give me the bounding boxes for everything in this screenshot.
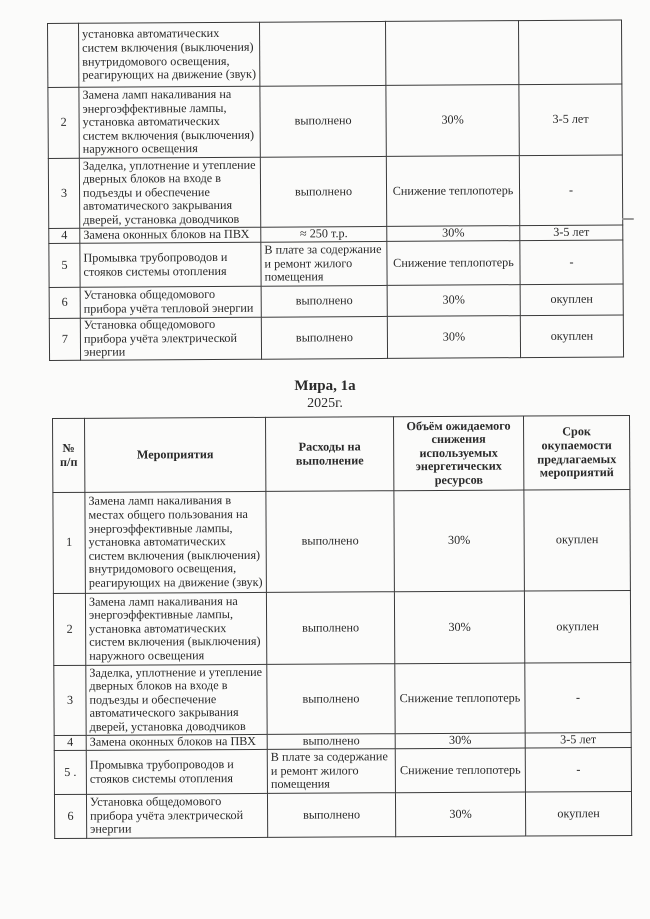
row-number: 7: [49, 318, 80, 360]
table-row: [48, 20, 622, 88]
table-row: [54, 791, 631, 838]
header-activity: Мероприятия: [85, 417, 266, 492]
header-num: № п/п: [53, 418, 85, 492]
activity-cell: Заделка, уплотнение и утепление дверных блоков на входе в подъезды и обеспечение автоматического закрывания дверей, установка доводчиков: [86, 664, 267, 735]
activity-cell: Установка общедомового прибора учёта тепловой энергии: [80, 286, 261, 318]
row-number: 6: [54, 794, 86, 838]
table-row: [49, 240, 623, 288]
row-number: 6: [49, 287, 80, 318]
table-header-row: [53, 415, 630, 492]
reduction-cell: 30%: [387, 316, 520, 359]
reduction-cell: 30%: [394, 591, 524, 664]
cost-cell: выполнено: [261, 285, 387, 317]
header-reduction: Объём ожидаемого снижения используемых энергетических ресурсов: [393, 416, 523, 491]
payback-cell: окуплен: [524, 590, 630, 663]
activity-cell: Установка общедомового прибора учёта электрической энергии: [86, 793, 267, 838]
cost-cell: выполнено: [267, 664, 395, 735]
table-row: [54, 662, 631, 735]
activity-cell: Замена ламп накаливания в местах общего пользования на энергоэффективные лампы, установка автоматических систем включения (выключения) внутридомового освещения, реагирующих на движение (звук): [85, 491, 267, 593]
activity-cell: Замена оконных блоков на ПВХ: [80, 227, 261, 243]
row-number: 3: [48, 158, 79, 228]
reduction-cell: 30%: [395, 792, 525, 837]
activity-cell: Заделка, уплотнение и утепление дверных блоков на входе в подъезды и обеспечение автоматического закрывания дверей, установка доводчиков: [79, 157, 260, 228]
cost-cell: В плате за содержание и ремонт жилого помещения: [267, 749, 395, 794]
reduction-cell: 30%: [395, 733, 525, 749]
payback-cell: -: [520, 240, 623, 285]
table-row: [48, 155, 622, 229]
top-measures-table: [47, 19, 624, 361]
cost-cell: выполнено: [260, 156, 386, 227]
cost-cell: выполнено: [261, 316, 387, 359]
activity-cell: Промывка трубопроводов и стояков системы отопления: [80, 242, 261, 287]
cost-cell: выполнено: [267, 793, 395, 838]
header-cost: Расходы на выполнение: [265, 417, 393, 492]
payback-cell: -: [519, 155, 622, 226]
table-row: [49, 284, 623, 319]
cost-cell: ≈ 250 т.р.: [261, 226, 387, 242]
table-row: [53, 590, 630, 665]
row-number: 5: [49, 243, 80, 287]
payback-cell: [518, 20, 621, 85]
reduction-cell: Снижение теплопотерь: [386, 156, 519, 227]
table-row: [48, 84, 622, 159]
cost-cell: выполнено: [266, 491, 395, 593]
activity-cell: Промывка трубопроводов и стояков системы отопления: [86, 749, 267, 794]
reduction-cell: 30%: [386, 85, 519, 157]
payback-cell: окуплен: [525, 791, 631, 836]
payback-cell: -: [525, 747, 631, 792]
row-number: 4: [54, 735, 86, 750]
payback-cell: 3-5 лет: [520, 225, 623, 241]
row-number: 2: [53, 593, 85, 665]
row-number: 5 .: [54, 750, 86, 794]
table-row: [53, 489, 631, 593]
scan-mark: [622, 218, 634, 220]
activity-cell: Замена ламп накаливания на энергоэффективные лампы, установка автоматических систем включения (выключения) наружного освещения: [79, 86, 260, 158]
cost-cell: выполнено: [266, 592, 394, 665]
reduction-cell: Снижение теплопотерь: [387, 241, 520, 286]
payback-cell: окуплен: [520, 284, 623, 316]
payback-cell: окуплен: [524, 489, 631, 591]
reduction-cell: 30%: [387, 226, 520, 242]
payback-cell: 3-5 лет: [519, 84, 622, 156]
activity-cell: Замена ламп накаливания на энергоэффективные лампы, установка автоматических систем включения (выключения) наружного освещения: [85, 592, 266, 665]
reduction-cell: 30%: [394, 490, 525, 592]
mira-1a-measures-table: [52, 415, 632, 839]
table-row: [54, 747, 631, 794]
cost-cell: выполнено: [260, 85, 386, 157]
reduction-cell: Снижение теплопотерь: [395, 663, 525, 734]
payback-cell: 3-5 лет: [525, 732, 631, 748]
row-number: 4: [49, 228, 80, 243]
activity-cell: Замена оконных блоков на ПВХ: [86, 734, 267, 750]
section-year: 2025г.: [307, 396, 343, 411]
row-number: [48, 23, 79, 87]
cost-cell: В плате за содержание и ремонт жилого помещения: [261, 241, 387, 286]
activity-cell: установка автоматических систем включения (выключения) внутридомового освещения, реагирующих на движение (звук): [79, 22, 260, 87]
cost-cell: выполнено: [267, 734, 395, 750]
payback-cell: -: [525, 662, 631, 733]
row-number: 1: [53, 492, 86, 593]
cost-cell: [259, 21, 385, 86]
payback-cell: окуплен: [520, 315, 623, 358]
section-address-title: Мира, 1а: [294, 378, 356, 394]
table-row: [49, 315, 623, 361]
reduction-cell: 30%: [387, 285, 520, 317]
reduction-cell: Снижение теплопотерь: [395, 748, 525, 793]
row-number: 3: [54, 665, 86, 735]
activity-cell: Установка общедомового прибора учёта электрической энергии: [80, 317, 261, 360]
row-number: 2: [48, 87, 79, 158]
header-payback: Срок окупаемости предлагаемых мероприятий: [523, 415, 629, 490]
reduction-cell: [385, 21, 518, 86]
